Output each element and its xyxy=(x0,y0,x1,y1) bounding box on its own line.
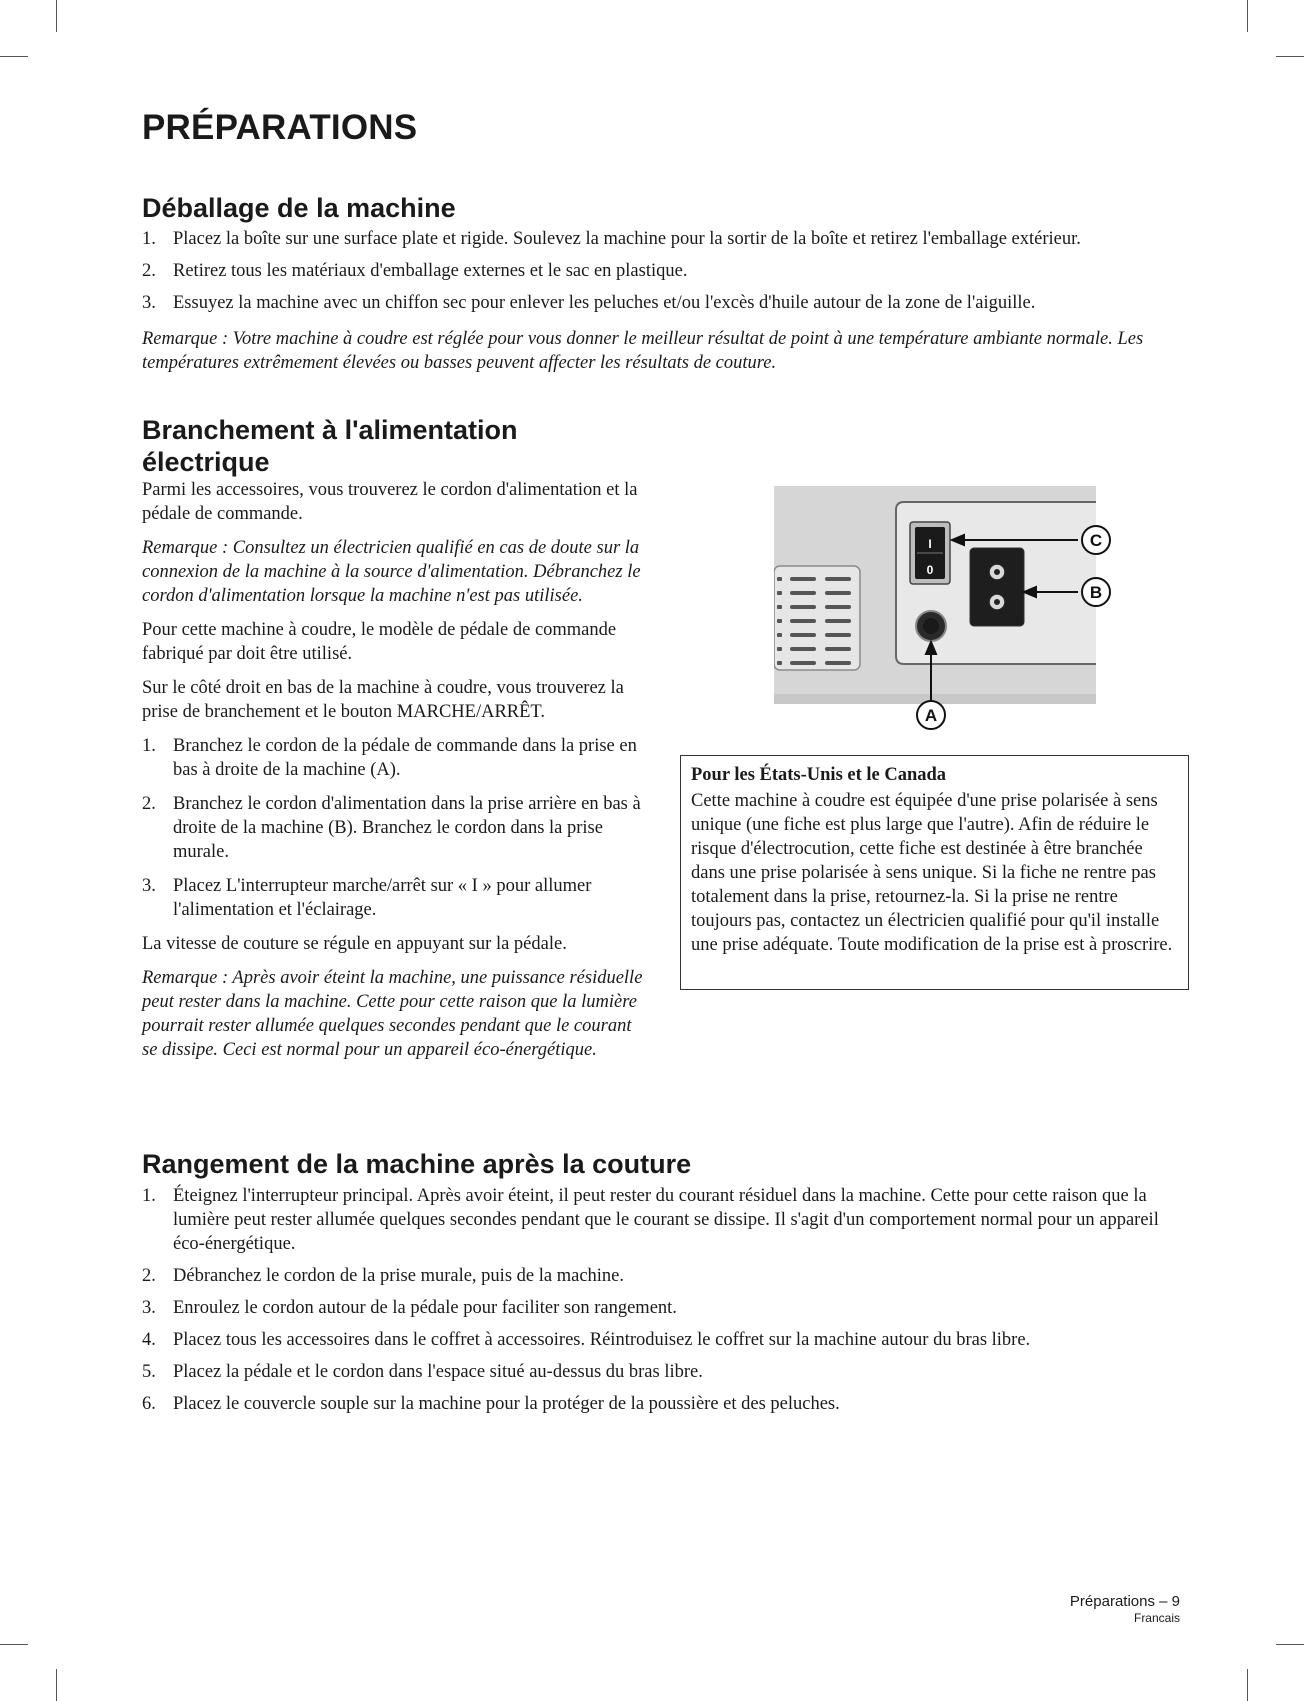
vent-grille xyxy=(774,566,860,670)
list-item xyxy=(142,259,1192,283)
crop-mark xyxy=(0,56,28,57)
us-canada-infobox xyxy=(680,755,1189,990)
power-paragraph-2: Pour cette machine à coudre, le modèle de pédale de commande fabriqué par doit être utilisé. xyxy=(142,620,617,664)
step-text: Enroulez le cordon autour de la pédale pour faciliter son rangement. xyxy=(173,1298,677,1318)
infobox-text: Cette machine à coudre est équipée d'une prise polarisée à sens unique (une fiche est plus large que l'autre). Afin de réduire le risque d'électrocution, cette fiche est destinée à être branchée dans une prise polarisée à sens unique. Si la fiche ne rentre pas totalement dans la prise, retournez-la. Si la prise ne rentre toujours pas, contactez un électricien qualifié pour qu'il installe une prise adéquate. Toute modification de la prise est à proscrire. xyxy=(691,791,1173,955)
step-number: 4. xyxy=(142,1330,156,1350)
step-text: Branchez le cordon d'alimentation dans la prise arrière en bas à droite de la machine (B). Branchez le cordon dans la prise murale. xyxy=(173,794,641,862)
list-item xyxy=(142,1264,1192,1288)
power-paragraph-3: Sur le côté droit en bas de la machine à coudre, vous trouverez la prise de branchement et le bouton MARCHE/ARRÊT. xyxy=(142,678,624,722)
step-number: 5. xyxy=(142,1362,156,1382)
storage-section xyxy=(142,1148,1192,1424)
unpacking-steps xyxy=(142,227,1192,315)
step-text: Placez le couvercle souple sur la machine pour la protéger de la poussière et des peluches. xyxy=(173,1394,840,1414)
switch-on-label: I xyxy=(928,537,932,551)
crop-mark xyxy=(56,1669,57,1701)
list-item xyxy=(142,291,1192,315)
callout-a-label: A xyxy=(924,706,938,725)
page-footer xyxy=(1070,1592,1180,1626)
list-item xyxy=(142,874,647,922)
step-text: Débranchez le cordon de la prise murale, puis de la machine. xyxy=(173,1266,625,1286)
power-heading-line2: électrique xyxy=(142,447,270,477)
step-number: 3. xyxy=(142,1298,156,1318)
storage-steps xyxy=(142,1184,1192,1416)
crop-mark xyxy=(1276,56,1304,57)
crop-mark xyxy=(1247,0,1248,32)
step-number: 6. xyxy=(142,1394,156,1414)
step-text: Placez la boîte sur une surface plate et rigide. Soulevez la machine pour la sortir de la boîte et retirez l'emballage extérieur. xyxy=(173,229,1081,249)
list-item xyxy=(142,1328,1192,1352)
list-item xyxy=(142,1392,1192,1416)
list-item xyxy=(142,1360,1192,1384)
power-intro: Parmi les accessoires, vous trouverez le cordon d'alimentation et la pédale de commande. xyxy=(142,480,638,524)
page-title: PRÉPARATIONS xyxy=(142,108,418,147)
list-item xyxy=(142,1296,1192,1320)
power-socket-illustration xyxy=(774,486,1132,734)
step-number: 1. xyxy=(142,736,156,756)
power-note-2: Remarque : Après avoir éteint la machine, une puissance résiduelle peut rester dans la machine. Cette pour cette raison que la lumière pourrait rester allumée quelques secondes pendant que le courant se dissipe. Ceci est normal pour un appareil éco-énergétique. xyxy=(142,968,643,1060)
storage-heading: Rangement de la machine après la couture xyxy=(142,1149,692,1179)
pedal-jack-hole xyxy=(923,618,939,634)
unpacking-note: Remarque : Votre machine à coudre est réglée pour vous donner le meilleur résultat de point à une température ambiante normale. Les températures extrêmement élevées ou basses peuvent affecter les résultats de couture. xyxy=(142,329,1144,373)
power-inlet xyxy=(970,548,1024,626)
unpacking-heading: Déballage de la machine xyxy=(142,193,456,223)
power-paragraph-4: La vitesse de couture se régule en appuyant sur la pédale. xyxy=(142,934,567,954)
step-number: 3. xyxy=(142,293,156,313)
list-item xyxy=(142,734,647,782)
step-text: Placez L'interrupteur marche/arrêt sur « I » pour allumer l'alimentation et l'éclairage. xyxy=(173,876,592,920)
step-text: Branchez le cordon de la pédale de commande dans la prise en bas à droite de la machine (A). xyxy=(173,736,637,780)
callout-c-label: C xyxy=(1089,531,1103,550)
infobox-title: Pour les États-Unis et le Canada xyxy=(691,765,947,785)
step-text: Éteignez l'interrupteur principal. Après avoir éteint, il peut rester du courant résiduel dans la machine. Cette pour cette raison que la lumière peut rester allumée quelques secondes pendant que le courant se dissipe. Il s'agit d'un comportement normal pour un appareil éco-énergétique. xyxy=(173,1186,1159,1254)
power-section xyxy=(142,414,647,1072)
list-item xyxy=(142,792,647,864)
power-note-1: Remarque : Consultez un électricien qualifié en cas de doute sur la connexion de la machine à la source d'alimentation. Débranchez le cordon d'alimentation lorsque la machine n'est pas utilisée. xyxy=(142,538,641,606)
step-number: 2. xyxy=(142,794,156,814)
step-number: 1. xyxy=(142,1186,156,1206)
unpacking-section xyxy=(142,192,1192,375)
crop-mark xyxy=(1276,1644,1304,1645)
step-text: Retirez tous les matériaux d'emballage externes et le sac en plastique. xyxy=(173,261,688,281)
step-text: Placez tous les accessoires dans le coffret à accessoires. Réintroduisez le coffret sur la machine autour du bras libre. xyxy=(173,1330,1031,1350)
step-number: 3. xyxy=(142,876,156,896)
step-number: 2. xyxy=(142,1266,156,1286)
crop-mark xyxy=(1247,1669,1248,1701)
list-item xyxy=(142,1184,1192,1256)
list-item xyxy=(142,227,1192,251)
power-heading xyxy=(142,414,647,478)
step-number: 1. xyxy=(142,229,156,249)
footer-page-label: Préparations – 9 xyxy=(1069,1593,1180,1610)
step-text: Placez la pédale et le cordon dans l'espace situé au-dessus du bras libre. xyxy=(173,1362,703,1382)
switch-off-label: 0 xyxy=(926,563,934,577)
step-number: 2. xyxy=(142,261,156,281)
power-heading-line1: Branchement à l'alimentation xyxy=(142,415,518,445)
footer-language: Francais xyxy=(1133,1611,1180,1625)
crop-mark xyxy=(56,0,57,32)
power-steps xyxy=(142,734,647,922)
callout-b-label: B xyxy=(1089,583,1103,602)
crop-mark xyxy=(0,1644,28,1645)
step-text: Essuyez la machine avec un chiffon sec pour enlever les peluches et/ou l'excès d'huile autour de la zone de l'aiguille. xyxy=(173,293,1036,313)
